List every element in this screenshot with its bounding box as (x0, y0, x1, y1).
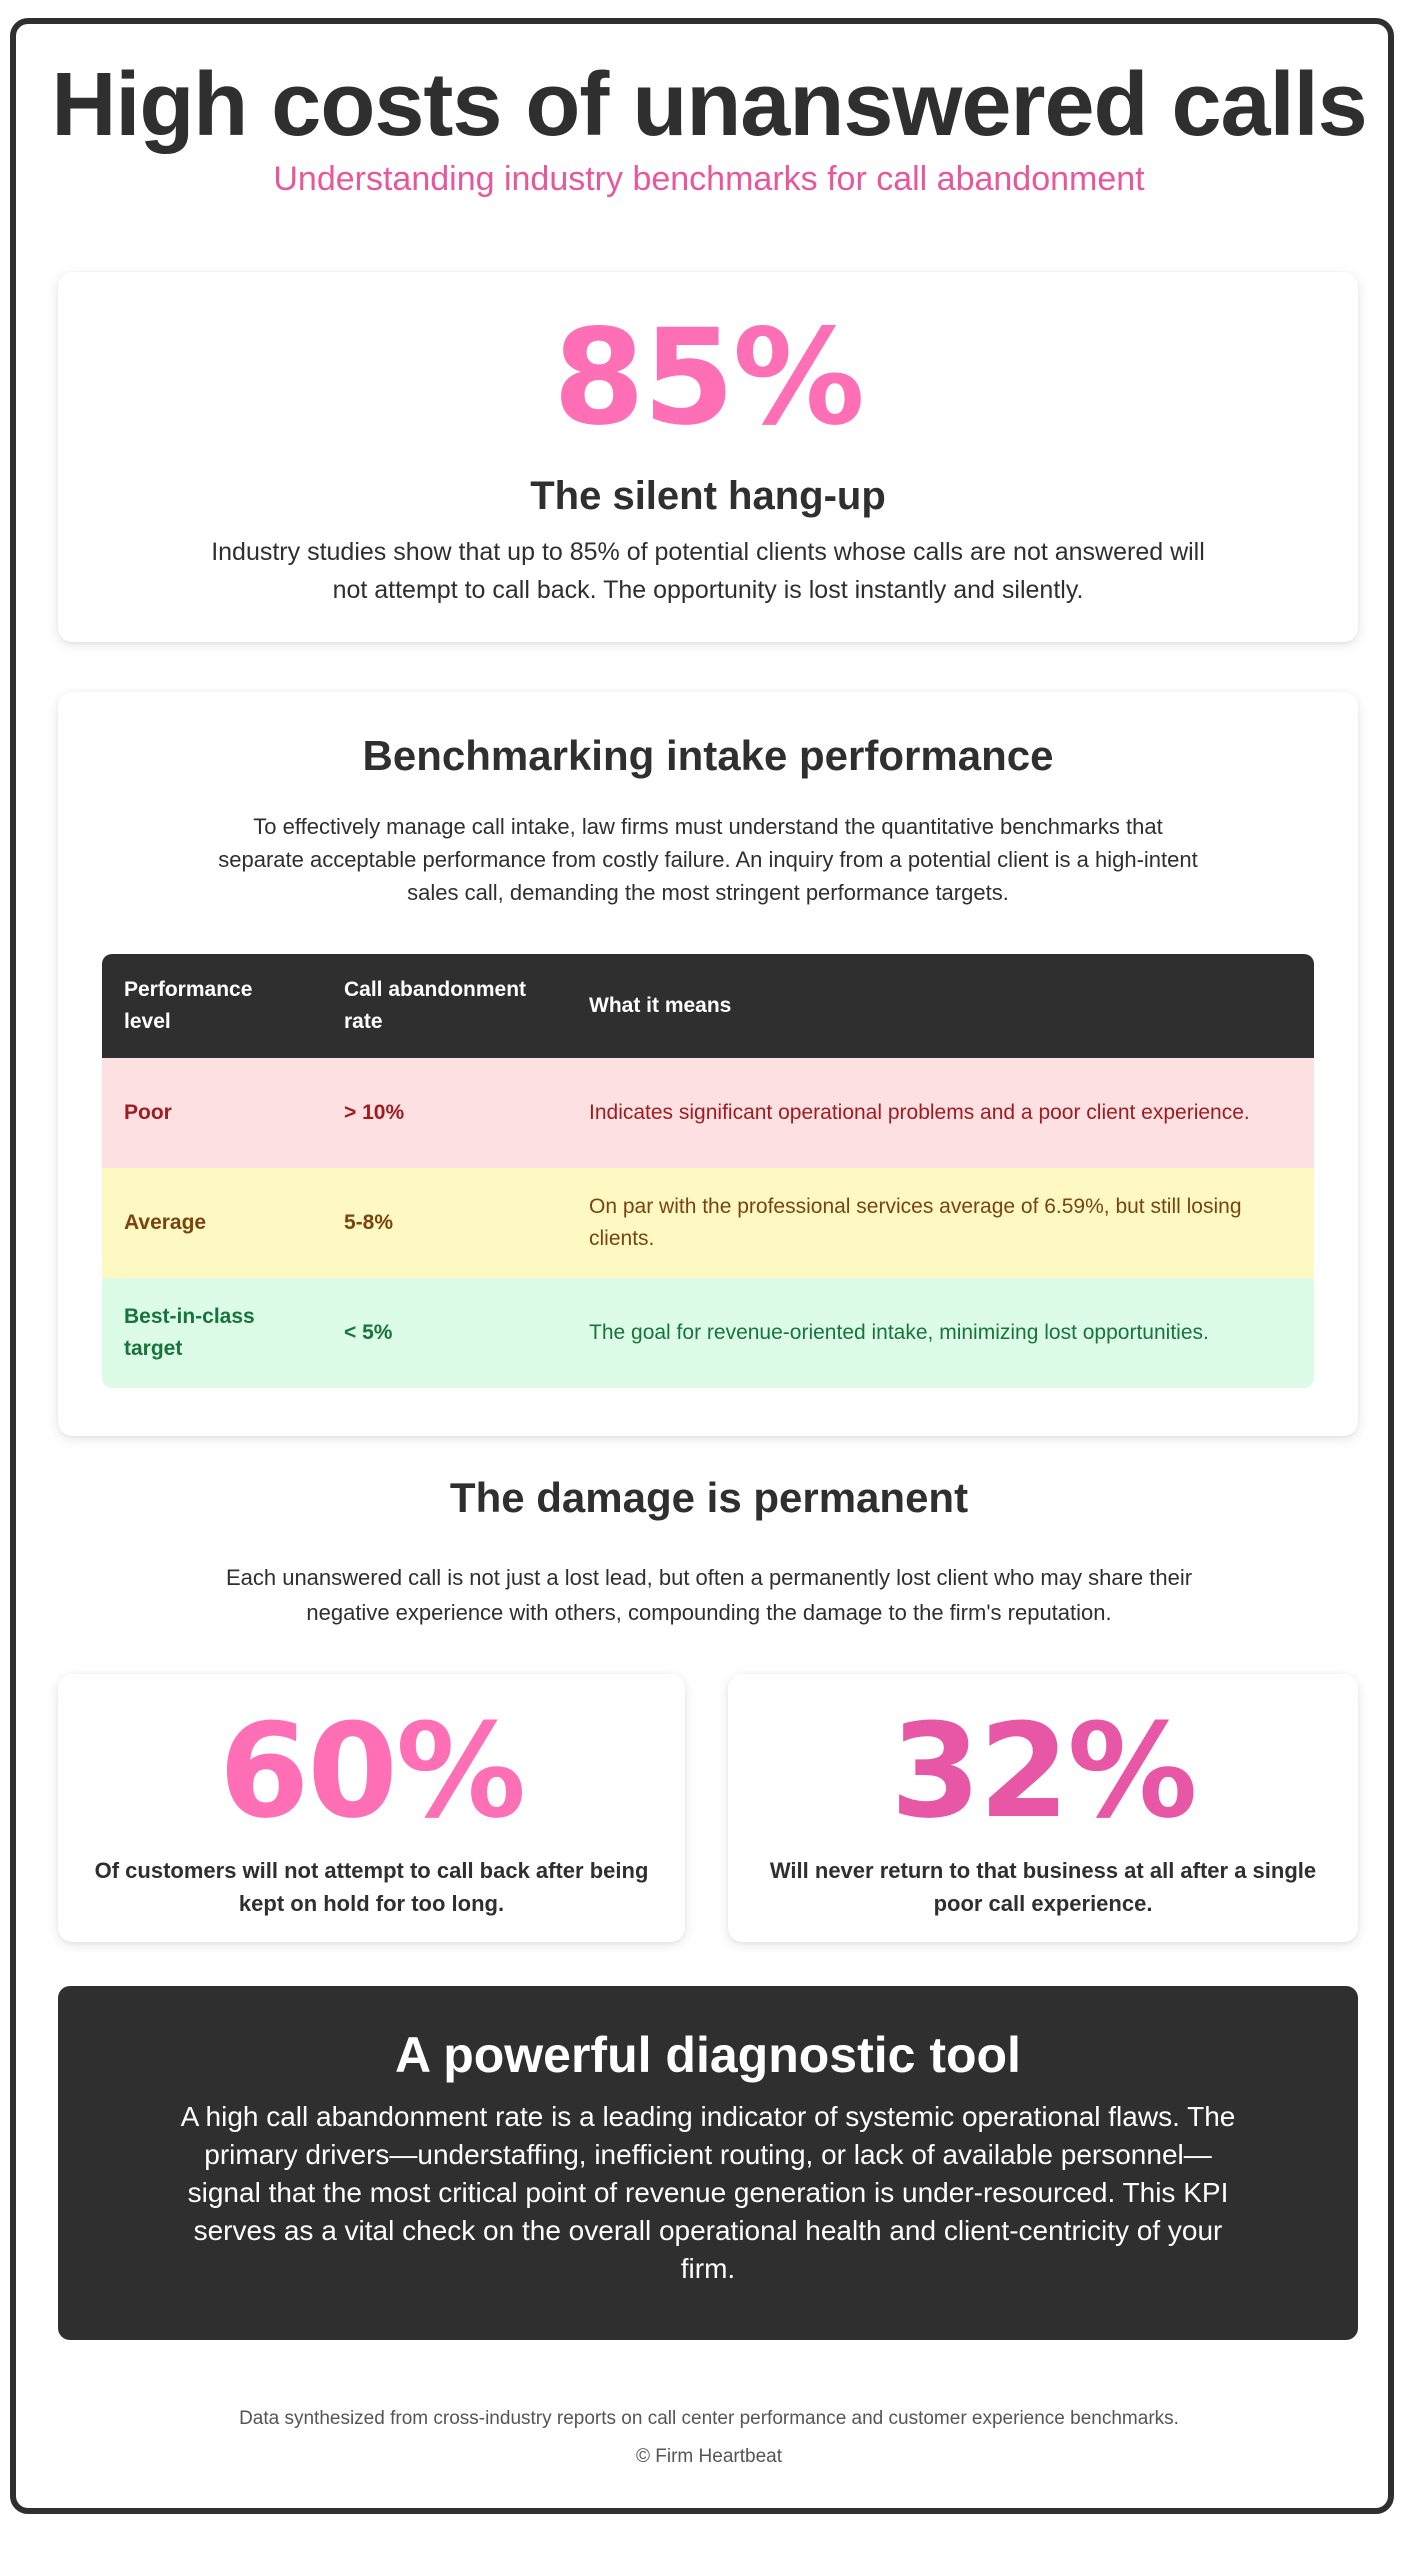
level-cell: Average (102, 1168, 322, 1278)
diagnostic-text: A high call abandonment rate is a leading indicator of systemic operational flaws. The primary drivers—understaffing, inefficient routing, or lack of available personnel—signal that the most critical point of revenue generation is under-resourced. This KPI serves as a vital check on the overall operational health and client-centricity of your firm. (180, 2101, 1236, 2284)
stat-card-never-return (728, 1674, 1358, 1942)
table-header-row (102, 954, 1314, 1058)
column-header-rate: Call abandonment rate (322, 954, 567, 1058)
benchmark-table (102, 954, 1314, 1388)
rate-cell: > 10% (322, 1058, 567, 1168)
benchmark-heading: Benchmarking intake performance (362, 732, 1054, 779)
damage-heading: The damage is permanent (449, 1474, 969, 1521)
level-cell: Poor (102, 1058, 322, 1168)
benchmark-intro: To effectively manage call intake, law firms must understand the quantitative benchmarks that separate acceptable performance from costly failure. An inquiry from a potential client is a high-intent sales call, demanding the most stringent performance targets. (218, 814, 1198, 905)
benchmark-card (58, 692, 1358, 1436)
column-header-meaning: What it means (567, 954, 1314, 1058)
column-header-level: Performance level (102, 954, 322, 1058)
stat-value: 60% (218, 1695, 525, 1847)
footer-copyright: © Firm Heartbeat (636, 2446, 782, 2467)
meaning-cell: Indicates significant operational problems and a poor client experience. (567, 1058, 1314, 1168)
hero-stat: 85% (553, 301, 863, 455)
hero-text: Industry studies show that up to 85% of potential clients whose calls are not answered will not attempt to call back. The opportunity is lost instantly and silently. (211, 538, 1205, 604)
table-row-poor (102, 1058, 1314, 1168)
diagnostic-panel (58, 1986, 1358, 2340)
stat-description: Of customers will not attempt to call back after being kept on hold for too long. (94, 1858, 649, 1916)
rate-cell: 5-8% (322, 1168, 567, 1278)
diagnostic-heading: A powerful diagnostic tool (395, 2027, 1021, 2083)
hero-card (58, 272, 1358, 642)
hero-heading: The silent hang-up (530, 474, 886, 518)
stat-card-callback (58, 1674, 685, 1942)
table-row-best-in-class (102, 1278, 1314, 1388)
level-cell: Best-in-class target (102, 1278, 322, 1388)
page-subtitle: Understanding industry benchmarks for call abandonment (273, 160, 1145, 198)
rate-cell: < 5% (322, 1278, 567, 1388)
damage-text: Each unanswered call is not just a lost lead, but often a permanently lost client who may share their negative experience with others, compounding the damage to the firm's reputation. (225, 1565, 1193, 1625)
meaning-cell: On par with the professional services average of 6.59%, but still losing clients. (567, 1168, 1314, 1278)
meaning-cell: The goal for revenue-oriented intake, minimizing lost opportunities. (567, 1278, 1314, 1388)
table-row-average (102, 1168, 1314, 1278)
stat-value: 32% (890, 1695, 1196, 1847)
footer-source: Data synthesized from cross-industry reports on call center performance and customer experience benchmarks. (239, 2408, 1179, 2429)
stat-description: Will never return to that business at all after a single poor call experience. (769, 1858, 1317, 1916)
page-title: High costs of unanswered calls (51, 55, 1367, 155)
